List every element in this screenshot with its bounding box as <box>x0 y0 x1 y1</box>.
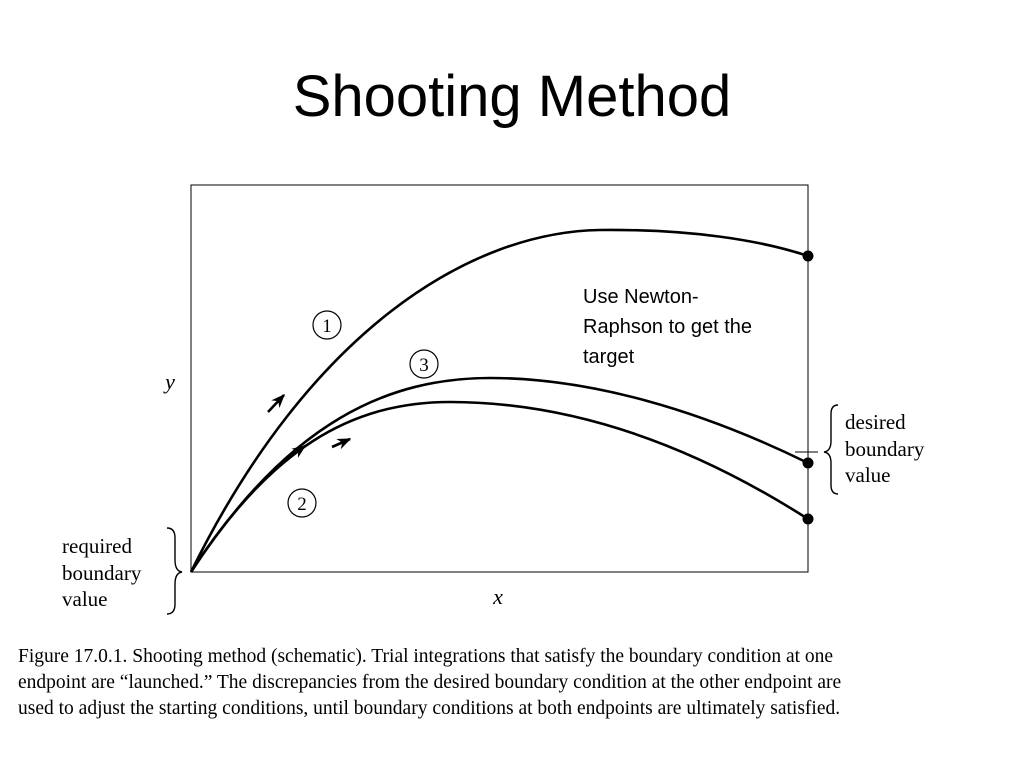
desired-brace <box>824 405 838 494</box>
arrow-trajectory-1 <box>268 395 284 412</box>
slide-title: Shooting Method <box>292 64 732 129</box>
endpoint-dot-3 <box>803 458 814 469</box>
x-axis-label: x <box>493 584 503 609</box>
figure-caption <box>18 644 1018 722</box>
caption-line-1: Figure 17.0.1. Shooting method (schematic). Trial integrations that satisfy the boundary condition at one <box>18 646 834 667</box>
desired-label-line-3: value <box>845 463 891 487</box>
required-label-line-3: value <box>62 587 108 611</box>
note-line-2: Raphson to get the <box>583 316 753 338</box>
desired-label-line-2: boundary <box>845 437 925 461</box>
endpoint-dot-2 <box>803 514 814 525</box>
endpoint-dot-1 <box>803 251 814 262</box>
curve-label-1: 1 <box>322 316 332 337</box>
trajectory-2 <box>191 402 808 572</box>
desired-label-line-1: desired <box>845 410 906 434</box>
caption-line-2: endpoint are “launched.” The discrepancies from the desired boundary condition at the other endpoint are <box>18 672 842 693</box>
y-axis-label: y <box>165 369 175 394</box>
trajectory-3 <box>191 378 808 572</box>
caption-line-3: used to adjust the starting conditions, until boundary conditions at both endpoints are ultimately satisfied. <box>18 698 841 719</box>
required-brace <box>167 528 182 614</box>
note-line-1: Use Newton- <box>583 286 699 308</box>
curve-label-3: 3 <box>419 355 429 376</box>
newton-raphson-note <box>583 282 823 372</box>
required-label-line-1: required <box>62 534 132 558</box>
note-line-3: target <box>583 346 635 368</box>
required-label-line-2: boundary <box>62 561 142 585</box>
arrow-trajectory-2 <box>332 439 350 447</box>
curve-label-2: 2 <box>297 494 307 515</box>
